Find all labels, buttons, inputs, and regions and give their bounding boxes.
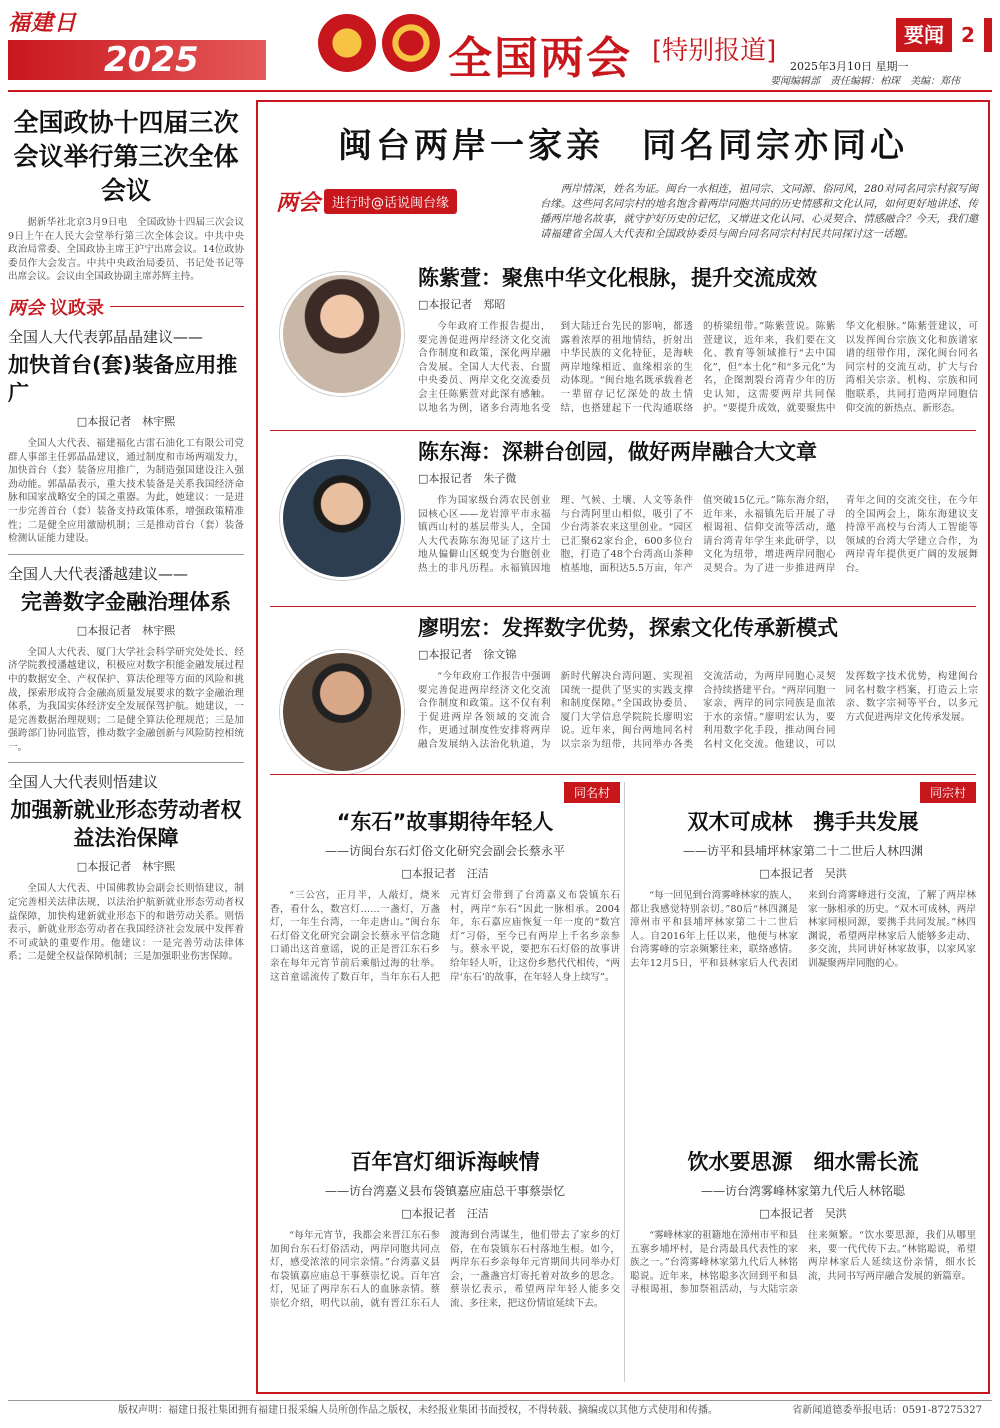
box-body: “三公宫，正月半，人敲灯，烧米香，看什么，数宫灯……一盏灯，万盏灯，一年生台湾，一年走唐山。”闽台东石灯俗文化研究会副会长蔡永平信念随口诵出这首童谣，说的正是晋江东石乡亲在每年元宵节前后乘船过海的壮举。这首童谣流传了数百年，当年东石人把元宵灯会带到了台湾嘉义布袋镇东石村，两岸“东石”因此一脉相承。2004年，东石嘉应庙恢复一年一度的“数宫灯”习俗，至今已有两岸上千名乡亲参与。蔡永平说，要把东石灯俗的故事讲给年轻人听，让这份乡愁代代相传，“两岸‘东石’的故事，在年轻人身上续写”。	[270, 890, 620, 983]
box-headline: 双木可成林 携手共发展	[687, 810, 919, 834]
item3-headline: 加强新就业形态劳动者权益法治保障	[10, 798, 242, 851]
left-column	[8, 96, 244, 1394]
lead-body: 据新华社北京3月9日电 全国政协十四届三次会议9日上午在人民大会堂举行第三次全体会议。中共中央政治局常委、全国政协主席王沪宁出席会议。14位政协委员作大会发言。中共中央政治局委员、书记处书记等出席会议。会议由全国政协副主席苏辉主持。	[8, 217, 244, 283]
story-headline: 陈紫萱：聚焦中华文化根脉，提升交流成效	[418, 266, 817, 290]
paper-name: 福建日	[8, 10, 78, 36]
story-body: “今年政府工作报告中强调要完善促进两岸经济文化交流合作制度和政策。这不仅有利于促进两岸各领域的交流合作，更通过制度性安排将两岸融合发展纳入法治化轨道，为新时代解决台湾问题、实现祖国统一提供了坚实的实践支撑和制度保障。”全国政协委员、厦门大学信息学院院长廖明宏说。近年来，闽台两地同名村以宗亲为纽带，共同举办各类交流活动，为两岸同胞心灵契合持续搭建平台。“两岸同胞一家亲，两岸的同宗同族是血浓于水的亲情。”廖明宏认为，要利用数字化手段，推动闽台同名村文化交流。他建议，可以发挥数字技术优势，构建闽台同名村数字档案，打造云上宗亲、数字宗祠等平台，以多元方式促进两岸文化传承发展。	[418, 671, 978, 750]
divider	[270, 606, 976, 607]
box-tag: 同宗村	[920, 782, 976, 803]
divider	[8, 554, 244, 555]
item2-byline: □本报记者 林宇熙	[76, 623, 176, 637]
item1-headline: 加快首台(套)装备应用推广	[8, 352, 238, 405]
section-name: 要闻	[904, 23, 944, 47]
story-chen-donghai	[418, 436, 978, 576]
divider	[270, 774, 976, 775]
two-sessions-title: 全国两会	[448, 33, 632, 84]
box-byline: □本报记者 汪洁	[401, 1207, 489, 1220]
item1-kicker: 全国人大代表郭晶晶建议——	[8, 327, 204, 346]
box-subtitle: ——访平和县埔坪林家第二十二世后人林四渊	[682, 844, 923, 858]
portrait-photo	[280, 272, 404, 396]
item3-kicker: 全国人大代表则悟建议	[8, 773, 159, 792]
box-subtitle: ——访闽台东石灯俗文化研究会副会长蔡永平	[324, 844, 565, 858]
national-emblem-icon	[318, 14, 376, 72]
story-headline: 陈东海：深耕台创园，做好两岸融合大文章	[418, 440, 817, 464]
cppcc-emblem-icon	[382, 14, 440, 72]
lead-headline: 全国政协十四届三次会议举行第三次全体会议	[13, 108, 239, 205]
portrait-photo	[280, 456, 404, 580]
item2-kicker: 全国人大代表潘越建议——	[8, 564, 189, 583]
box-lin-family	[630, 782, 976, 971]
box-headline: 百年宫灯细诉海峡情	[350, 1150, 540, 1174]
story-byline: □本报记者 徐文锦	[418, 648, 517, 661]
story-liao-minghong	[418, 612, 978, 752]
column-divider	[624, 782, 625, 1382]
story-byline: □本报记者 朱子微	[418, 472, 517, 485]
item1-body: 全国人大代表、福建福化古雷石油化工有限公司党群人事部主任郭晶晶建议，通过制度和市场两端发力，加快首台（套）装备应用推广，为制造强国建设注入强劲动能。郭晶晶表示，重大技术装备是关系我国经济命脉和国家战略安全的国之重器。为此，她建议：一是进一步完善首台（套）装备支持政策体系，增强政策精准性；二是健全应用激励机制；三是推动首台（套）装备检测认证能力建设。	[8, 437, 244, 545]
two-sessions-logo-icon: 两会	[276, 189, 321, 216]
item3-body: 全国人大代表、中国佛教协会副会长则悟建议，制定完善相关法律法规，以法治护航新就业形态劳动者权益保障，加快构建新就业形态下的和谐劳动关系。则悟表示，新就业形态劳动者在我国经济社会发展中发挥着不可或缺的重要作用。他建议：一是完善劳动法律体系；二是健全权益保障机制；三是加强职业伤害保障。	[8, 883, 244, 963]
footer	[8, 1400, 992, 1422]
masthead	[0, 0, 1000, 90]
divider	[270, 430, 976, 431]
top-rule	[8, 90, 992, 92]
box-headline: “东石”故事期待年轻人	[336, 810, 554, 834]
box-headline: 饮水要思源 细水需长流	[687, 1150, 919, 1174]
story-byline: □本报记者 郑昭	[418, 298, 506, 311]
section-tag	[896, 18, 992, 52]
item1-byline: □本报记者 林宇熙	[76, 414, 176, 428]
divider	[8, 762, 244, 763]
editors-line: 要闻编辑部 责任编辑：柏琛 美编：郑伟	[770, 76, 960, 87]
dateline: 2025年3月10日 星期一	[790, 60, 909, 73]
story-chen-zixuan	[418, 262, 978, 415]
box-byline: □本报记者 吴洪	[759, 867, 847, 880]
intro-tag	[276, 184, 496, 218]
box-tag: 同名村	[564, 782, 620, 803]
item2-body: 全国人大代表、厦门大学社会科学研究处处长、经济学院教授潘越建议，积极应对数字积能金融发展过程中的数据安全、产权保护、算法伦理等方面的风险和挑战，探索形成符合金融高质量发展要求的数字金融治理体系，为我国实体经济安全发展保驾护航。她建议，一是完善数据治理规则；二是健全算法伦理规范；三是加强跨部门协同监管，推动数字金融创新与风险防控相统一。	[8, 646, 244, 753]
copyright-notice: 版权声明：福建日报社集团拥有福建日报采编人员所创作品之版权，未经报业集团书面授权，不得转载、摘编或以其他方式使用和传播。	[118, 1405, 718, 1416]
box-dongshi	[270, 782, 620, 984]
box-body: “每年元宵节，我都会来晋江东石参加闽台东石灯俗活动，两岸同胞共同点灯，感受浓浓的同宗亲情。”台湾嘉义县布袋镇嘉应庙总干事蔡崇忆说。百年宫灯，见证了两岸东石人的血脉亲情。蔡崇忆介绍，明代以前，就有晋江东石人渡海到台湾谋生，他们带去了家乡的灯俗，在布袋镇东石村落地生根。如今，两岸东石乡亲每年元宵期间共同举办灯会，一盏盏宫灯寄托着对故乡的思念。蔡崇忆表示，希望两岸年轻人能多交流、多往来，把这份情谊延续下去。	[270, 1230, 620, 1309]
item3-byline: □本报记者 林宇熙	[76, 860, 176, 874]
intro-text: 两岸情深，姓名为证。闽台一水相连，祖同宗、文同源、俗同风，280对同名同宗村叙写闽台缘。这些同名同宗村的地名饱含着两岸同胞共同的历史情感和文化认同，如何更好地讲述、传播两岸地名故事，就守护好历史的记忆，又增进文化认同、心灵契合、情感融合？今天，我们邀请福建省全国人大代表和全国政协委员与闽台同名同宗村村民共同探讨这一话题。	[540, 183, 978, 240]
box-body: “雾峰林家的祖籍地在漳州市平和县五寨乡埔坪村，是台湾最具代表性的家族之一。”台湾雾峰林家第九代后人林铭聪说。近年来，林铭聪多次回到平和县寻根谒祖，参加祭祖活动，与大陆宗亲往来频繁。“饮水要思源，我们从哪里来，要一代代传下去。”林铭聪说，希望两岸林家后人延续这份亲情，细水长流，共同书写两岸融合发展的新篇章。	[630, 1230, 976, 1296]
story-headline: 廖明宏：发挥数字优势，探索文化传承新模式	[418, 616, 838, 640]
box-subtitle: ——访台湾嘉义县布袋镇嘉应庙总干事蔡崇忆	[324, 1184, 565, 1198]
box-byline: □本报记者 吴洪	[759, 1207, 847, 1220]
main-feature	[256, 100, 990, 1394]
column-tag-label: 议政录	[50, 297, 104, 319]
box-subtitle: ——访台湾雾峰林家第九代后人林铭聪	[700, 1184, 905, 1198]
item2-headline: 完善数字金融治理体系	[21, 589, 231, 614]
column-tag-rule	[110, 306, 244, 307]
two-sessions-logo-icon: 两会	[8, 297, 44, 319]
special-report-label: [特别报道]	[652, 36, 777, 66]
box-wufeng-lin	[630, 1122, 976, 1297]
story-body: 今年政府工作报告提出，要完善促进两岸经济文化交流合作制度和政策，深化两岸融合发展。全国人大代表、台盟中央委员、两岸文化交流委员会主任陈紫萱对此深有感触。以地名为例，诸多台湾地名受到大陆迁台先民的影响，都透露着浓厚的祖地情结，折射出中华民族的文化特征，是海峡两岸地缘相近、血缘相亲的生动体现。“闽台地名既承载着老一辈留存记忆深处的故土情结，也搭建起下一代沟通联络的桥梁纽带。”陈紫萱说。陈紫萱建议，近年来，我们要在文化、教育等领域推行“去中国化”，但“本土化”和“多元化”为名，企图割裂台湾青少年的历史认知，这需要两岸共同保护。“要提升成效，就要聚焦中华文化根脉。”陈紫萱建议，可以发挥闽台宗族文化和族谱家谱的纽带作用，深化闽台同名同宗村的交流互动，扩大与台湾相关宗亲、机构、宗族和同胞联系，共同打造两岸同胞信仰交流的新热点、新形态。	[418, 321, 978, 414]
box-palace-lantern	[270, 1122, 620, 1311]
year-banner: 2025	[8, 40, 266, 80]
intro-tag-text: 进行时@话说闽台缘	[324, 189, 457, 214]
box-body: “每一回见到台湾雾峰林家的族人，都让我感觉特别亲切。”80后“林四渊是漳州市平和县埔坪林家第二十二世后人。自2016年上任以来，他便与林家台湾雾峰的宗亲频繁往来，联络感情。去年12月5日，平和县林家后人代表团来到台湾雾峰进行交流，了解了两岸林家一脉相承的历史。“双木可成林，两岸林家同根同源，要携手共同发展。”林四渊说，希望两岸林家后人能够多走动、多交流，共同讲好林家故事，以家风家训凝聚两岸同胞的心。	[630, 890, 976, 969]
column-tag	[8, 294, 244, 320]
hotline: 省新闻道德委举报电话：0591-87275327	[792, 1405, 982, 1416]
portrait-photo	[280, 650, 404, 774]
story-body: 作为国家级台湾农民创业园核心区——龙岩漳平市永福镇西山村的基层带头人，全国人大代表陈东海见证了这片土地从偏僻山区蜕变为台胞创业热土的非凡历程。永福镇因地理、气候、土壤、人文等条件与台湾阿里山相似，吸引了不少台湾茶农来这里创业。“园区已汇聚62家台企，600多位台胞，打造了48个台湾高山茶种植基地，面积达5.5万亩，年产值突破15亿元。”陈东海介绍，近年来，永福镇先后开展了寻根谒祖、信仰交流等活动，邀请台湾青年学生来此研学，以文化为纽带，增进两岸同胞心灵契合。为了进一步推进两岸青年之间的交流交往，在今年的全国两会上，陈东海建议支持漳平高校与台湾人工智能等领域的台湾大学建立合作，为两岸青年提供更广阔的发展舞台。	[418, 495, 978, 574]
page-number: 2	[952, 18, 984, 52]
main-headline: 闽台两岸一家亲 同名同宗亦同心	[338, 126, 908, 166]
box-byline: □本报记者 汪洁	[401, 867, 489, 880]
